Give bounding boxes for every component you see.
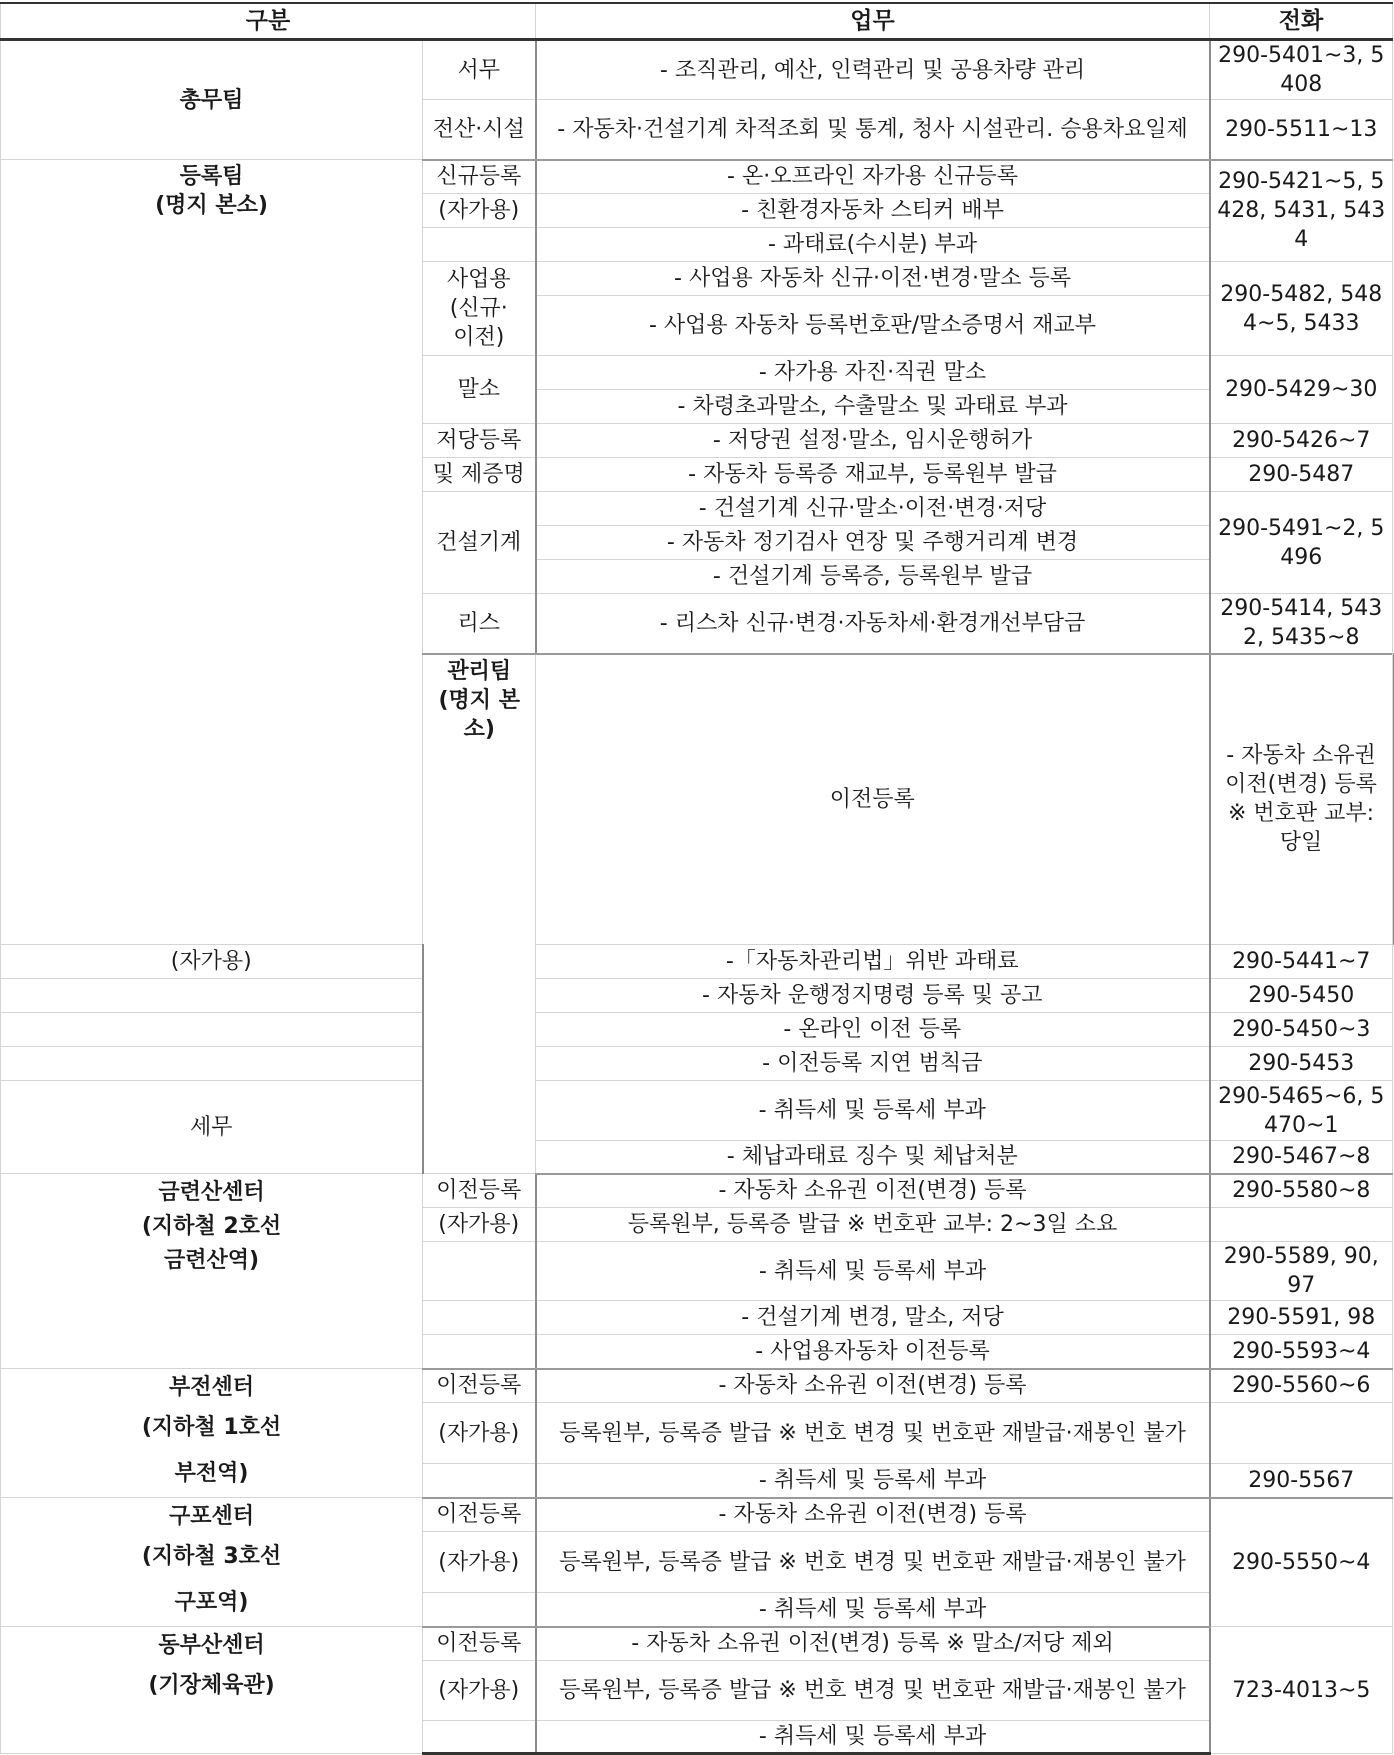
task-cell: - 자동차 운행정지명령 등록 및 공고	[536, 979, 1210, 1013]
sub-division: 이전등록	[423, 1498, 536, 1532]
sub-division: 서무	[423, 40, 536, 100]
table-row	[1, 160, 1393, 194]
task-cell: 등록원부, 등록증 발급 ※ 번호판 교부: 2~3일 소요	[536, 1208, 1210, 1242]
team-name-line: 금련산센터	[158, 1180, 265, 1205]
team-name-line: 구포센터	[168, 1504, 254, 1529]
task-cell: - 건설기계 등록증, 등록원부 발급	[536, 560, 1210, 594]
sub-division: (자가용)	[423, 1208, 536, 1242]
task-cell: - 취득세 및 등록세 부과	[536, 1592, 1210, 1626]
task-cell: - 자동차 등록증 재교부, 등록원부 발급	[536, 458, 1210, 492]
task-cell: - 취득세 및 등록세 부과	[536, 1081, 1210, 1141]
sub-division-empty	[1, 1047, 423, 1081]
task-cell: - 차령초과말소, 수출말소 및 과태료 부과	[536, 390, 1210, 424]
task-cell: - 취득세 및 등록세 부과	[536, 1721, 1210, 1754]
task-cell: - 친환경자동차 스티커 배부	[536, 194, 1210, 228]
table-row	[1, 1081, 1393, 1141]
phone-cell: 290-5482, 5484~5, 5433	[1210, 262, 1393, 356]
task-cell: - 자동차·건설기계 차적조회 및 통계, 청사 시설관리. 승용차요일제	[536, 100, 1210, 160]
task-cell: 등록원부, 등록증 발급 ※ 번호 변경 및 번호판 재발급·재봉인 불가	[536, 1532, 1210, 1592]
task-cell: - 자동차 소유권 이전(변경) 등록	[536, 1174, 1210, 1208]
team-location: 부전역)	[174, 1461, 249, 1486]
sub-division-empty	[423, 1335, 536, 1369]
table-row	[1, 1013, 1393, 1047]
task-cell: - 리스차 신규·변경·자동차세·환경개선부담금	[536, 594, 1210, 654]
team-location: (지하철 3호선	[141, 1544, 282, 1569]
phone-cell: 290-5511~13	[1210, 100, 1393, 160]
sub-division-empty	[423, 1721, 536, 1754]
team-name-line: 동부산센터	[158, 1633, 265, 1658]
phone-cell: 290-5580~8	[1210, 1174, 1393, 1208]
phone-cell: 290-5414, 5432, 5435~8	[1210, 594, 1393, 654]
task-cell: - 온·오프라인 자가용 신규등록	[536, 160, 1210, 194]
task-cell: - 자동차 정기검사 연장 및 주행거리계 변경	[536, 526, 1210, 560]
phone-cell: 290-5450~3	[1210, 1013, 1393, 1047]
sub-division: 저당등록	[423, 424, 536, 458]
phone-cell: 290-5421~5, 5428, 5431, 5434	[1210, 160, 1393, 262]
table-row	[1, 1498, 1393, 1532]
header-division: 구분	[1, 3, 536, 40]
task-cell: 등록원부, 등록증 발급 ※ 번호 변경 및 번호판 재발급·재봉인 불가	[536, 1403, 1210, 1463]
task-cell: - 건설기계 변경, 말소, 저당	[536, 1301, 1210, 1335]
task-cell: - 자동차 소유권 이전(변경) 등록 ※ 말소/저당 제외	[536, 1627, 1210, 1661]
team-name: 총무팀	[1, 40, 423, 160]
team-name	[1, 1498, 423, 1627]
sub-division: 건설기계	[423, 492, 536, 594]
table-row	[1, 40, 1393, 100]
team-name	[1, 160, 423, 945]
task-cell: - 이전등록 지연 범칙금	[536, 1047, 1210, 1081]
team-name	[1, 1627, 423, 1754]
phone-cell: 290-5567	[1210, 1463, 1393, 1497]
sub-division: 이전등록	[423, 1627, 536, 1661]
table-row	[1, 1174, 1393, 1208]
table-row	[1, 1369, 1393, 1403]
sub-division: 이전등록	[423, 1174, 536, 1208]
sub-division: 이전등록	[423, 1369, 536, 1403]
phone-cell	[1210, 1208, 1393, 1242]
phone-cell	[1210, 1403, 1393, 1463]
sub-division: 이전등록	[536, 654, 1210, 945]
team-name	[423, 654, 536, 1174]
sub-division: (자가용)	[1, 945, 423, 979]
sub-division: 리스	[423, 594, 536, 654]
task-cell: - 사업용 자동차 등록번호판/말소증명서 재교부	[536, 296, 1210, 356]
task-cell: - 체납과태료 징수 및 체납처분	[536, 1141, 1210, 1174]
task-cell: -「자동차관리법」위반 과태료	[536, 945, 1210, 979]
sub-division: 및 제증명	[423, 458, 536, 492]
team-location: (기장체육관)	[148, 1673, 275, 1698]
phone-cell: 290-5491~2, 5496	[1210, 492, 1393, 594]
sub-division: 사업용 (신규·이전)	[423, 262, 536, 356]
team-name-line: 관리팀	[447, 658, 512, 684]
sub-division-empty	[1, 1013, 423, 1047]
sub-division: (자가용)	[423, 1532, 536, 1592]
team-name	[1, 1174, 423, 1369]
sub-division-empty	[423, 1242, 536, 1301]
phone-cell: 290-5450	[1210, 979, 1393, 1013]
sub-division: 세무	[1, 1081, 423, 1174]
team-location: (명지 본소)	[155, 193, 268, 218]
task-cell: - 저당권 설정·말소, 임시운행허가	[536, 424, 1210, 458]
phone-cell: 290-5453	[1210, 1047, 1393, 1081]
phone-cell: 290-5560~6	[1210, 1369, 1393, 1403]
task-cell: - 자가용 자진·직권 말소	[536, 356, 1210, 390]
team-location: (지하철 1호선	[141, 1415, 282, 1440]
team-location: (명지 본소)	[438, 687, 520, 742]
task-cell: - 자동차 소유권 이전(변경) 등록	[536, 1498, 1210, 1532]
phone-cell: 290-5401~3, 5408	[1210, 40, 1393, 100]
task-cell: - 자동차 소유권 이전(변경) 등록	[536, 1369, 1210, 1403]
phone-cell: 723-4013~5	[1210, 1627, 1393, 1754]
task-cell: - 사업용자동차 이전등록	[536, 1335, 1210, 1369]
task-cell: 등록원부, 등록증 발급 ※ 번호 변경 및 번호판 재발급·재봉인 불가	[536, 1661, 1210, 1721]
phone-cell: 290-5589, 90, 97	[1210, 1242, 1393, 1301]
phone-cell: 290-5550~4	[1210, 1498, 1393, 1627]
phone-cell: 290-5441~7	[1210, 945, 1393, 979]
sub-division-empty	[423, 1463, 536, 1497]
task-cell: - 취득세 및 등록세 부과	[536, 1463, 1210, 1497]
task-cell: - 조직관리, 예산, 인력관리 및 공용차량 관리	[536, 40, 1210, 100]
sub-division-empty	[423, 1592, 536, 1626]
sub-division: 말소	[423, 356, 536, 424]
team-name	[1, 1369, 423, 1498]
task-cell: - 사업용 자동차 신규·이전·변경·말소 등록	[536, 262, 1210, 296]
team-name-line: 부전센터	[168, 1375, 254, 1400]
phone-cell: 290-5487	[1210, 458, 1393, 492]
phone-cell: 290-5467~8	[1210, 1141, 1393, 1174]
task-cell: - 건설기계 신규·말소·이전·변경·저당	[536, 492, 1210, 526]
task-cell: - 과태료(수시분) 부과	[536, 228, 1210, 262]
team-location: (지하철 2호선	[141, 1214, 282, 1239]
table-row	[1, 1047, 1393, 1081]
header-task: 업무	[536, 3, 1210, 40]
header-phone: 전화	[1210, 3, 1393, 40]
sub-division-empty	[423, 1301, 536, 1335]
sub-division: 전산·시설	[423, 100, 536, 160]
table-row	[1, 979, 1393, 1013]
sub-division-empty	[1, 979, 423, 1013]
phone-cell: 290-5429~30	[1210, 356, 1393, 424]
sub-division: (자가용)	[423, 194, 536, 228]
sub-division-empty	[423, 228, 536, 262]
table-row	[1, 945, 1393, 979]
office-task-table	[0, 2, 1393, 1755]
table-row	[1, 1627, 1393, 1661]
phone-cell: 290-5591, 98	[1210, 1301, 1393, 1335]
team-location: 구포역)	[174, 1590, 249, 1615]
sub-division: (자가용)	[423, 1661, 536, 1721]
task-cell: - 취득세 및 등록세 부과	[536, 1242, 1210, 1301]
phone-cell: 290-5426~7	[1210, 424, 1393, 458]
sub-division: (자가용)	[423, 1403, 536, 1463]
team-location: 금련산역)	[163, 1248, 260, 1273]
team-name-line: 등록팀	[179, 164, 244, 189]
phone-cell: 290-5593~4	[1210, 1335, 1393, 1369]
task-cell: - 온라인 이전 등록	[536, 1013, 1210, 1047]
phone-cell: 290-5465~6, 5470~1	[1210, 1081, 1393, 1141]
task-cell: - 자동차 소유권 이전(변경) 등록 ※ 번호판 교부: 당일	[1210, 654, 1393, 945]
header-row	[1, 3, 1393, 40]
sub-division: 신규등록	[423, 160, 536, 194]
